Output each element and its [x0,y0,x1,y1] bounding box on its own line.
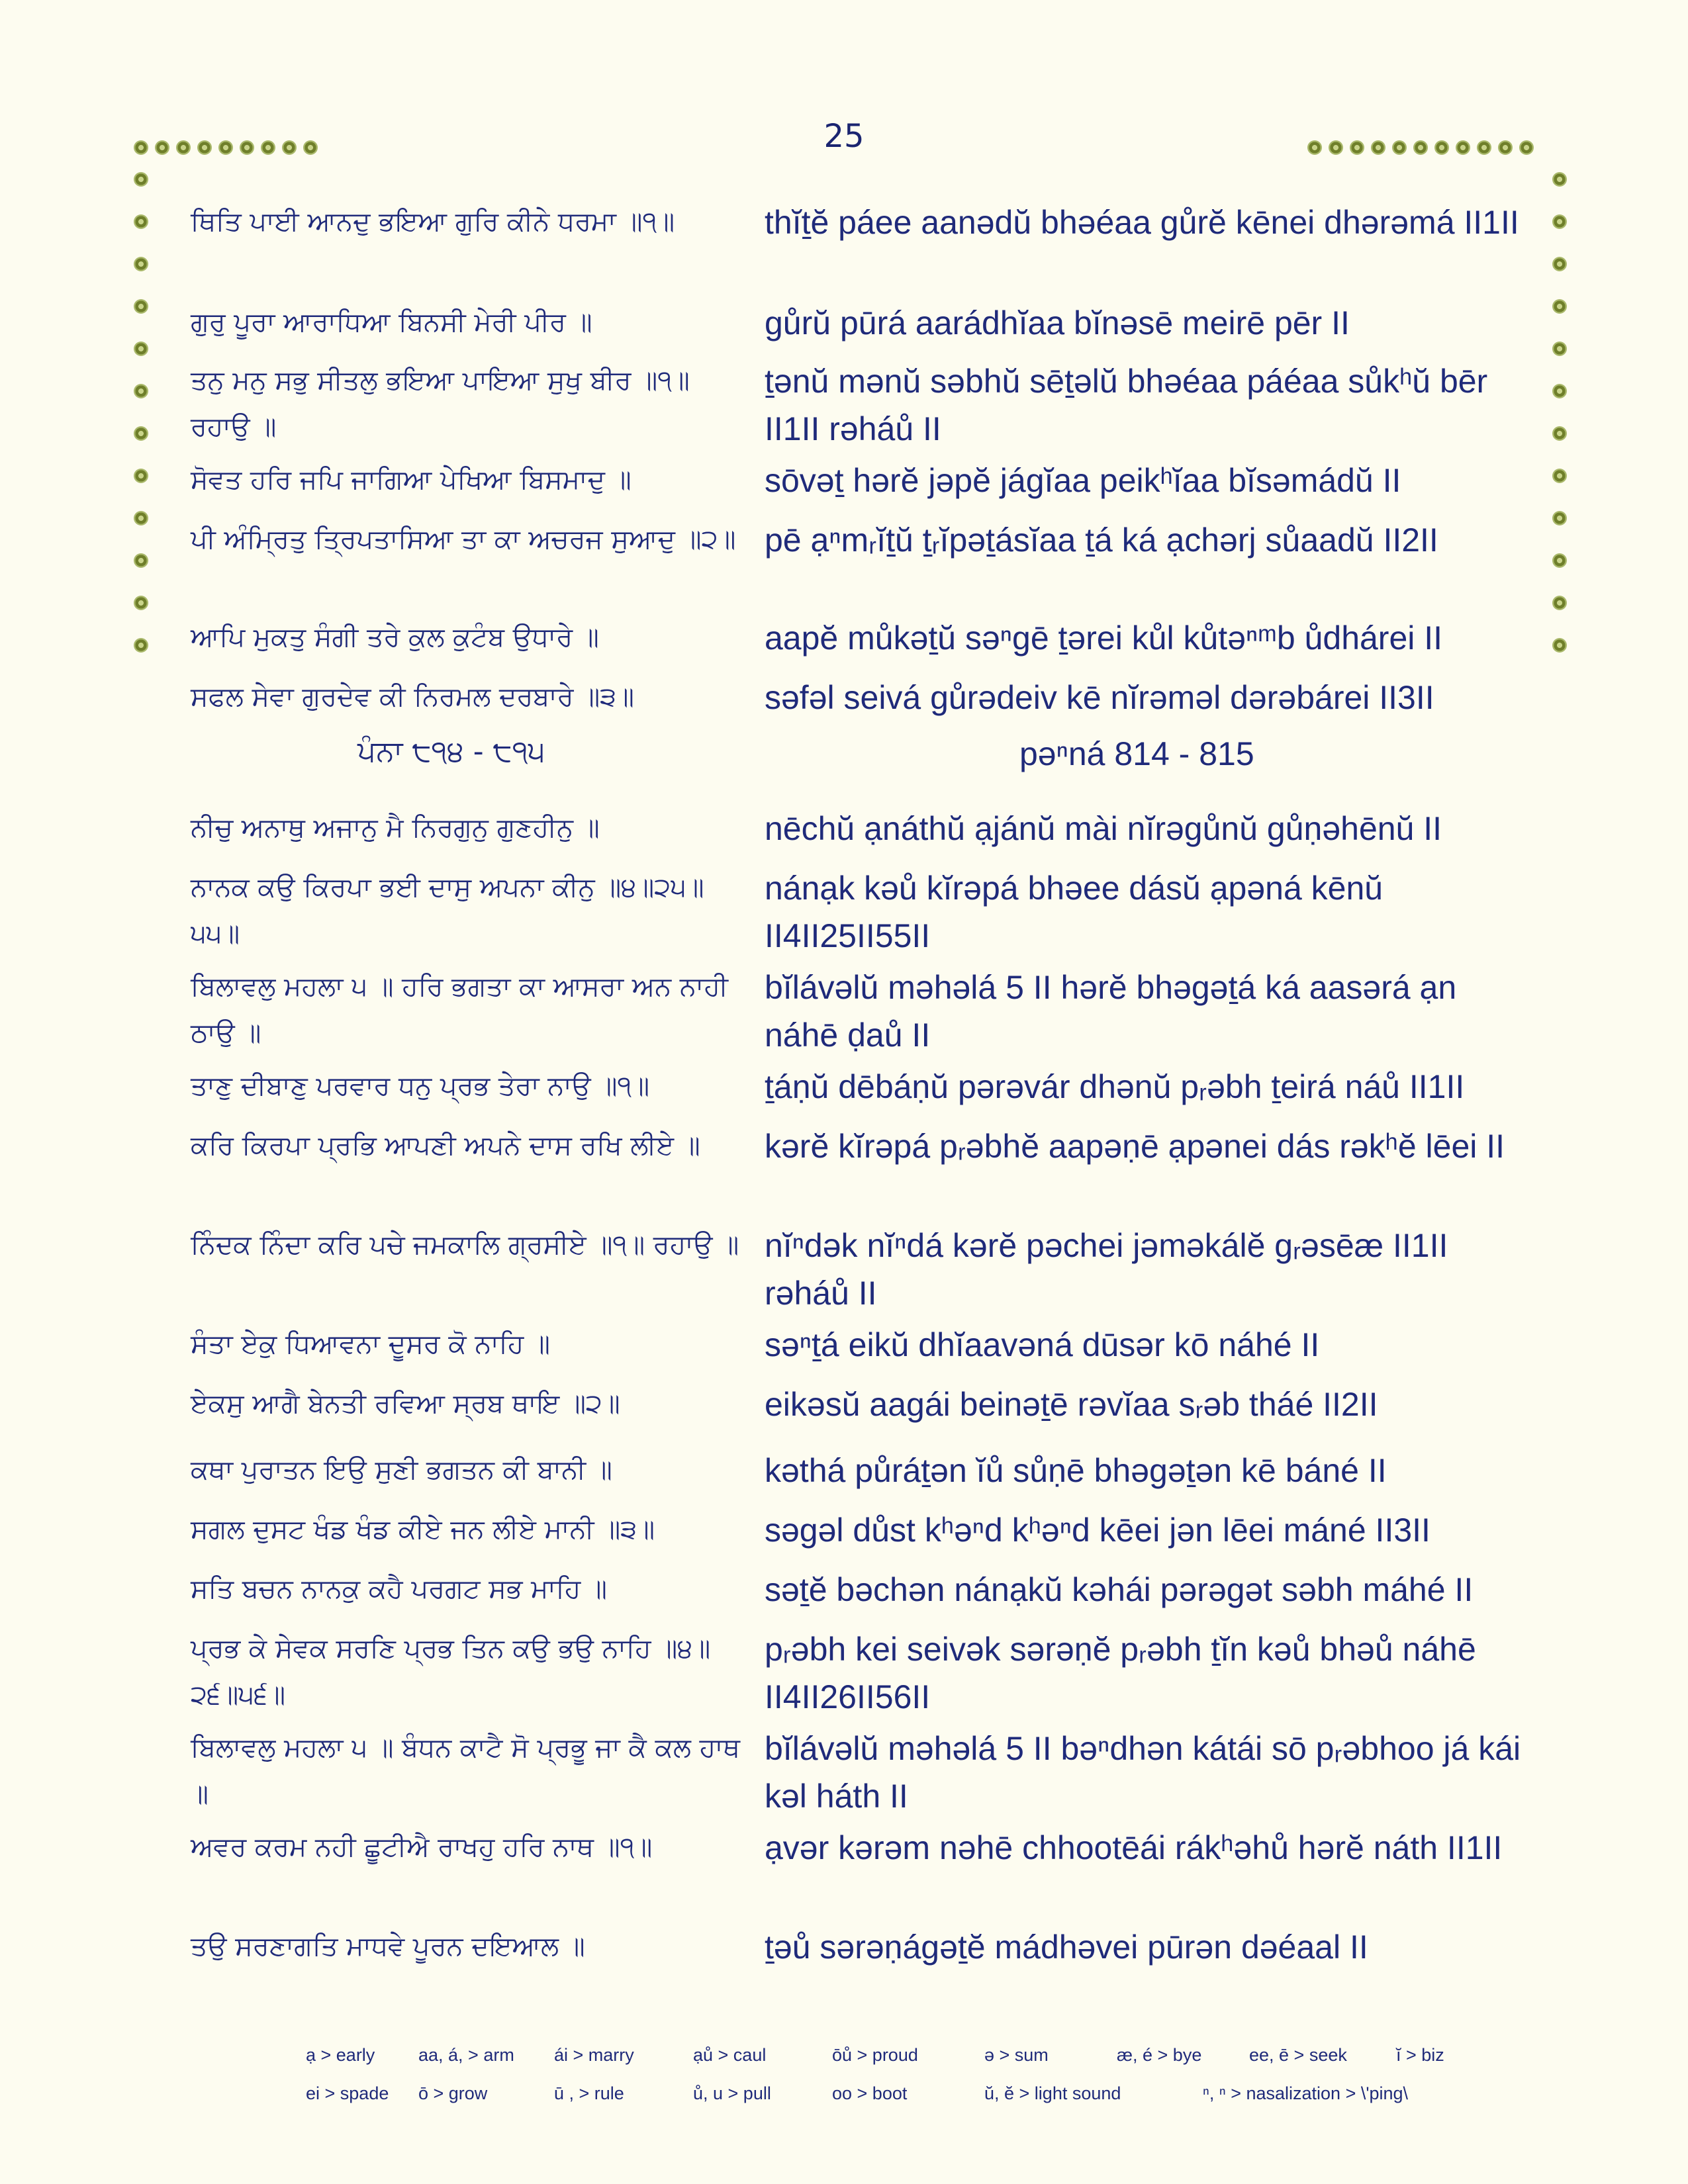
legend-item: ōů > proud [832,2045,918,2065]
legend-item: ái > marry [554,2045,634,2065]
gurmukhi-line: ਕਥਾ ਪੁਰਾਤਨ ਇਉ ਸੁਣੀ ਭਗਤਨ ਕੀ ਬਾਨੀ ॥ [191,1455,612,1485]
gurmukhi-line: ਸੰਤਾ ਏਕੁ ਧਿਆਵਨਾ ਦੂਸਰ ਕੋ ਨਾਹਿ ॥ [191,1329,550,1359]
flower-border-right [1552,172,1567,653]
gurmukhi-line: ਗੁਰੁ ਪੂਰਾ ਆਰਾਧਿਆ ਬਿਨਸੀ ਮੇਰੀ ਪੀਰ ॥ [191,307,592,338]
transliteration-line: kərĕ kĭrəpá pᵣəbhĕ aapəṇē ạpənei dás rəkʰĕ lēei II [765,1128,1505,1165]
gurmukhi-line: ਨੀਚੁ ਅਨਾਥੁ ਅਜਾਨੁ ਮੈ ਨਿਰਗੁਨੁ ਗੁਣਹੀਨੁ ॥ [191,813,600,843]
legend-item: ei > spade [306,2083,389,2103]
legend-item: ạů > caul [693,2045,767,2065]
legend-item: ə > sum [984,2045,1049,2065]
transliteration-line: bĭlávəlŭ məhəlá 5 II hərĕ bhəgəṯá ká aasərá ạn náhē ḍaů II [765,969,1457,1054]
gurmukhi-line: ਪੀ ਅੰਮ੍ਰਿਤੁ ਤ੍ਰਿਪਤਾਸਿਆ ਤਾ ਕਾ ਅਚਰਜ ਸੁਆਦੁ ॥੨॥ [191,524,736,555]
legend-item: æ, é > bye [1117,2045,1202,2065]
transliteration-line: ạvər kərəm nəhē chhootēái rákʰəhů hərĕ náth II1II [765,1829,1503,1866]
legend-item: ů, u > pull [693,2083,771,2103]
transliteration-line: bĭlávəlŭ məhəlá 5 II bəⁿdhən kátái sō pᵣəbhoo já kái kəl háth II [765,1730,1521,1815]
transliteration-line: sōvəṯ hərĕ jəpĕ jágĭaa peikʰĭaa bĭsəmádŭ II [765,462,1401,499]
gurmukhi-line: ਤਉ ਸਰਣਾਗਤਿ ਮਾਧਵੇ ਪੂਰਨ ਦਇਆਲ ॥ [191,1931,585,1962]
gurmukhi-line: ਸਤਿ ਬਚਨ ਨਾਨਕੁ ਕਹੈ ਪਰਗਟ ਸਭ ਮਾਹਿ ॥ [191,1574,608,1604]
transliteration-line: thĭṯĕ páee aanədŭ bhəéaa gůrĕ kēnei dhərəmá II1II [765,204,1519,241]
gurmukhi-line: ਬਿਲਾਵਲੁ ਮਹਲਾ ੫ ॥ ਬੰਧਨ ਕਾਟੈ ਸੋ ਪ੍ਰਭੂ ਜਾ ਕੈ ਕਲ ਹਾਥ ॥ [191,1733,740,1809]
gurmukhi-line: ਸਫਲ ਸੇਵਾ ਗੁਰਦੇਵ ਕੀ ਨਿਰਮਲ ਦਰਬਾਰੇ ॥੩॥ [191,682,635,712]
gurmukhi-line: ਸੋਵਤ ਹਰਿ ਜਪਿ ਜਾਗਿਆ ਪੇਖਿਆ ਬਿਸਮਾਦੁ ॥ [191,465,632,495]
flower-border-top-right [1307,140,1534,155]
gurmukhi-line: ਥਿਤਿ ਪਾਈ ਆਨਦੁ ਭਇਆ ਗੁਰਿ ਕੀਨੇ ਧਰਮਾ ॥੧॥ [191,206,675,237]
page-range-heading-translit: pəⁿná 814 - 815 [1019,735,1254,772]
transliteration-line: səṯĕ bəchən nánạkŭ kəhái pərəgət səbh máhé II [765,1571,1474,1608]
pronunciation-legend-line-1 [306,2045,1469,2066]
legend-item: ō > grow [418,2083,488,2103]
transliteration-line: ṯəů sərəṇágəṯĕ mádhəvei pūrən dəéaal II [765,1929,1368,1966]
transliteration-line: kəthá půráṯən ĭů sůṇē bhəgəṯən kē báné II [765,1452,1387,1489]
transliteration-line: səⁿṯá eikŭ dhĭaavəná dūsər kō náhé II [765,1326,1320,1363]
legend-item: ĭ > biz [1396,2045,1444,2065]
transliteration-line: səfəl seivá gůrədeiv kē nĭrəməl dərəbárei II3II [765,679,1434,716]
transliteration-line: gůrŭ pūrá aarádhĭaa bĭnəsē meirē pēr II [765,304,1350,341]
gurmukhi-line: ਅਵਰ ਕਰਮ ਨਹੀ ਛੂਟੀਐ ਰਾਖਹੁ ਹਰਿ ਨਾਥ ॥੧॥ [191,1832,653,1862]
gurmukhi-line: ਕਰਿ ਕਿਰਪਾ ਪ੍ਰਭਿ ਆਪਣੀ ਅਪਨੇ ਦਾਸ ਰਖਿ ਲੀਏ ॥ [191,1130,700,1161]
transliteration-line: eikəsŭ aagái beinəṯē rəvĭaa sᵣəb tháé II2II [765,1386,1378,1423]
transliteration-line: nēchŭ ạnáthŭ ạjánŭ mài nĭrəgůnŭ gůṇəhēnŭ II [765,810,1442,847]
gurmukhi-line: ਬਿਲਾਵਲੁ ਮਹਲਾ ੫ ॥ ਹਰਿ ਭਗਤਾ ਕਾ ਆਸਰਾ ਅਨ ਨਾਹੀ ਠਾਉ ॥ [191,972,728,1048]
flower-border-top-left [134,140,318,155]
legend-item: ee, ē > seek [1249,2045,1347,2065]
legend-item: aa, á, > arm [418,2045,514,2065]
gurmukhi-line: ਆਪਿ ਮੁਕਤੁ ਸੰਗੀ ਤਰੇ ਕੁਲ ਕੁਟੰਬ ਉਧਾਰੇ ॥ [191,622,599,653]
gurmukhi-line: ਸਗਲ ਦੁਸਟ ਖੰਡ ਖੰਡ ਕੀਏ ਜਨ ਲੀਏ ਮਾਨੀ ॥੩॥ [191,1514,655,1545]
transliteration-line: nĭⁿdək nĭⁿdá kərĕ pəchei jəməkálĕ gᵣəsēæ II1II rəháů II [765,1227,1448,1312]
transliteration-line: ṯənŭ mənŭ səbhŭ sēṯəlŭ bhəéaa páéaa sůkʰŭ bēr II1II rəháů II [765,363,1488,447]
pronunciation-legend-line-2 [306,2083,1481,2104]
transliteration-line: səgəl důst kʰəⁿd kʰəⁿd kēei jən lēei máné II3II [765,1512,1430,1549]
gurmukhi-line: ਏਕਸੁ ਆਗੈ ਬੇਨਤੀ ਰਵਿਆ ਸ੍ਰਬ ਥਾਇ ॥੨॥ [191,1388,620,1419]
legend-item: ŭ, ĕ > light sound [984,2083,1121,2103]
legend-item: oo > boot [832,2083,908,2103]
transliteration-line: aapĕ můkəṯŭ səⁿgē ṯərei kůl kůtəⁿᵐb ůdhárei II [765,619,1443,657]
legend-item: ū , > rule [554,2083,624,2103]
flower-border-left [134,172,148,653]
transliteration-line: ṯáṇŭ dēbáṇŭ pərəvár dhənŭ pᵣəbh ṯeirá náů II1II [765,1068,1465,1105]
gurmukhi-line: ਪ੍ਰਭ ਕੇ ਸੇਵਕ ਸਰਣਿ ਪ੍ਰਭ ਤਿਨ ਕਉ ਭਉ ਨਾਹਿ ॥੪॥੨੬॥੫੬॥ [191,1633,711,1710]
page-number: 25 [823,118,865,155]
legend-item: ⁿ, ⁿ > nasalization > \'ping\ [1203,2083,1409,2103]
gurmukhi-line: ਨਾਨਕ ਕਉ ਕਿਰਪਾ ਭਈ ਦਾਸੁ ਅਪਨਾ ਕੀਨੁ ॥੪॥੨੫॥੫੫॥ [191,872,704,949]
transliteration-line: nánạk kəů kĭrəpá bhəee dásŭ ạpəná kēnŭ II4II25II55II [765,870,1383,954]
legend-item: ạ > early [306,2045,375,2065]
transliteration-line: pᵣəbh kei seivək sərəṇĕ pᵣəbh ṯĭn kəů bhəů náhē II4II26II56II [765,1631,1476,1715]
page-range-heading-gurmukhi: ਪੰਨਾ ੮੧੪ - ੮੧੫ [357,735,545,768]
gurmukhi-line: ਤਨੁ ਮਨੁ ਸਭੁ ਸੀਤਲੁ ਭਇਆ ਪਾਇਆ ਸੁਖੁ ਬੀਰ ॥੧॥ ਰਹਾਉ ॥ [191,365,690,442]
gurmukhi-line: ਤਾਣੁ ਦੀਬਾਣੁ ਪਰਵਾਰ ਧਨੁ ਪ੍ਰਭ ਤੇਰਾ ਨਾਉ ॥੧॥ [191,1071,650,1101]
transliteration-line: pē ạⁿmᵣĭṯŭ ṯᵣĭpəṯásĭaa ṯá ká ạchərj sůaadŭ II2II [765,522,1438,559]
gurmukhi-line: ਨਿੰਦਕ ਨਿੰਦਾ ਕਰਿ ਪਚੇ ਜਮਕਾਲਿ ਗ੍ਰਸੀਏ ॥੧॥ ਰਹਾਉ ॥ [191,1230,739,1260]
